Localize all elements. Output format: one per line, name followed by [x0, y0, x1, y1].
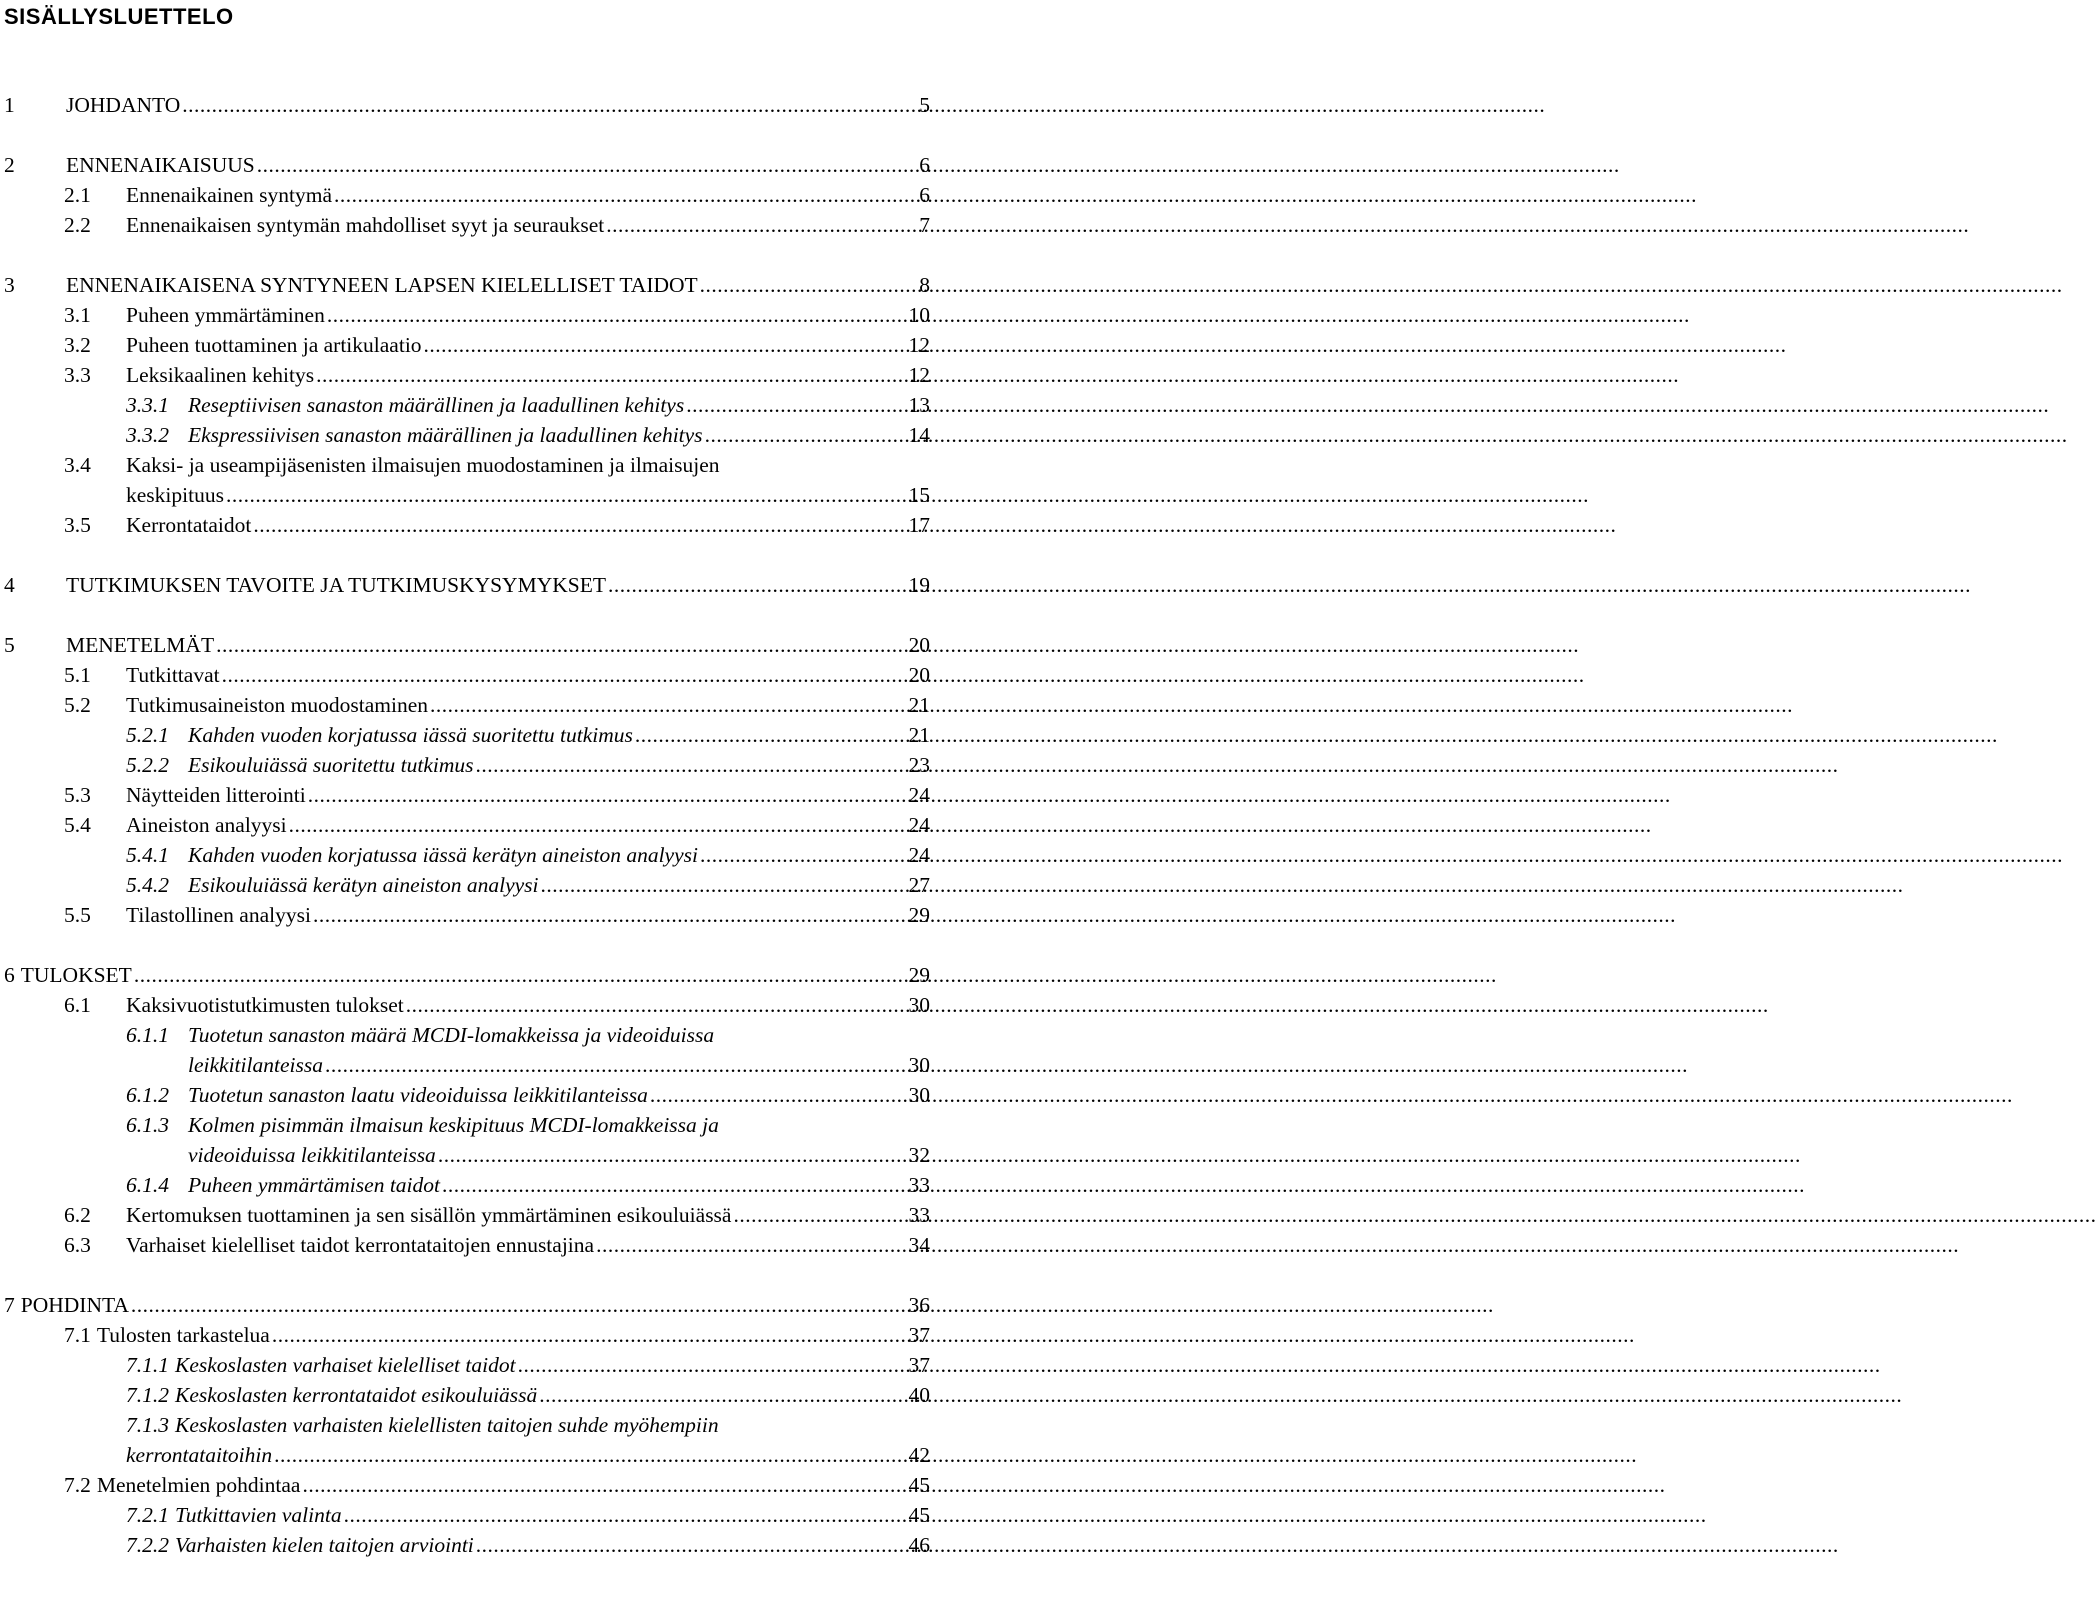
toc-page-number: 29: [908, 963, 930, 987]
toc-entry-title-continued: kerrontataitoihin: [126, 1443, 273, 1467]
toc-leader-dots: [700, 840, 907, 870]
toc-entry[interactable]: [126, 1350, 930, 1380]
toc-entry-number: 7.2: [64, 1473, 91, 1497]
toc-entry-number: 2: [4, 153, 15, 177]
page-title: SISÄLLYSLUETTELO: [4, 4, 234, 29]
toc-page-number: 24: [908, 813, 930, 837]
toc-leader-dots: [274, 1440, 906, 1470]
toc-entry-number: 7.1.2: [126, 1383, 169, 1407]
toc-leader-dots: [216, 630, 906, 660]
toc-entry-number: 3.1: [64, 303, 91, 327]
toc-leader-dots: [608, 570, 907, 600]
toc-page-number: 15: [908, 483, 930, 507]
toc-entry[interactable]: [126, 840, 930, 870]
toc-leader-dots: [308, 780, 907, 810]
toc-leader-dots: [650, 1080, 907, 1110]
toc-leader-dots: [134, 960, 907, 990]
toc-entry[interactable]: [4, 270, 930, 300]
toc-page-number: 40: [908, 1383, 930, 1407]
toc-entry[interactable]: [64, 180, 930, 210]
toc-entry-title: Leksikaalinen kehitys: [126, 363, 315, 387]
toc-leader-dots: [289, 810, 907, 840]
toc-entry-number: 6.1.2: [126, 1083, 169, 1107]
toc-entry-number: 6.1.4: [126, 1173, 169, 1197]
toc-page-number: 6: [919, 153, 930, 177]
toc-page-number: 34: [908, 1233, 930, 1257]
toc-leader-dots: [226, 480, 907, 510]
toc-entry-title: Kahden vuoden korjatussa iässä kerätyn aineiston analyysi: [188, 843, 698, 867]
toc-entry[interactable]: [64, 780, 930, 810]
toc-entry[interactable]: [64, 690, 930, 720]
toc-entry-title: JOHDANTO: [66, 93, 181, 117]
toc-leader-dots: [539, 1380, 906, 1410]
toc-entry[interactable]: [126, 870, 930, 900]
toc-entry-number: 2.1: [64, 183, 91, 207]
toc-entry-title: Esikouluiässä kerätyn aineiston analyysi: [188, 873, 539, 897]
toc-entry[interactable]: [64, 330, 930, 360]
toc-entry-number: 6.1: [64, 993, 91, 1017]
toc-leader-dots: [430, 690, 906, 720]
toc-entry-number: 5.2.1: [126, 723, 169, 747]
toc-entry[interactable]: [4, 150, 930, 180]
toc-entry-title-continued: videoiduissa leikkitilanteissa: [188, 1143, 436, 1167]
toc-leader-dots: [424, 330, 907, 360]
toc-entry[interactable]: [64, 360, 930, 390]
toc-leader-dots: [406, 990, 907, 1020]
toc-page-number: 17: [908, 513, 930, 537]
toc-entry[interactable]: [126, 720, 930, 750]
toc-page-number: 13: [908, 393, 930, 417]
toc-leader-dots: [733, 1200, 906, 1230]
toc-entry[interactable]: [64, 1230, 930, 1260]
toc-entry-number: 5.5: [64, 903, 91, 927]
toc-leader-dots: [476, 1530, 907, 1560]
toc-entry[interactable]: [126, 1170, 930, 1200]
toc-entry-number: 5.4.2: [126, 873, 169, 897]
toc-page-number: 10: [908, 303, 930, 327]
toc-entry[interactable]: [4, 1290, 930, 1320]
toc-entry[interactable]: [126, 1080, 930, 1110]
toc-entry-number: 7.1: [64, 1323, 91, 1347]
toc-page-number: 33: [908, 1173, 930, 1197]
toc-entry-continuation[interactable]: [126, 1440, 930, 1470]
toc-entry-number: 5.3: [64, 783, 91, 807]
toc-entry[interactable]: [126, 1020, 930, 1050]
toc-entry-title: Kahden vuoden korjatussa iässä suoritettu tutkimus: [188, 723, 633, 747]
toc-entry-title: Keskoslasten varhaisten kielellisten taitojen suhde myöhempiin: [175, 1413, 719, 1437]
toc-entry-number: 5.1: [64, 663, 91, 687]
toc-page-number: 14: [908, 423, 930, 447]
toc-entry-continuation[interactable]: [126, 480, 930, 510]
toc-entry-title: Tulosten tarkastelua: [96, 1323, 270, 1347]
toc-leader-dots: [344, 1500, 907, 1530]
toc-leader-dots: [596, 1230, 906, 1260]
toc-page-number: 36: [908, 1293, 930, 1317]
toc-leader-dots: [327, 300, 907, 330]
toc-entry-number: 7.2.2: [126, 1533, 169, 1557]
toc-entry-number: 5.2: [64, 693, 91, 717]
toc-entry-title: Kaksivuotistutkimusten tulokset: [126, 993, 404, 1017]
toc-entry-title: Ekspressiivisen sanaston määrällinen ja laadullinen kehitys: [188, 423, 703, 447]
toc-entry[interactable]: [4, 570, 930, 600]
toc-page-number: 30: [908, 1053, 930, 1077]
toc-page-number: 30: [908, 993, 930, 1017]
toc-entry[interactable]: [4, 90, 930, 120]
toc-page-number: 30: [908, 1083, 930, 1107]
toc-page-number: 12: [908, 363, 930, 387]
toc-entry[interactable]: [64, 450, 930, 480]
toc-page-number: 33: [908, 1203, 930, 1227]
toc-entry-title-continued: keskipituus: [126, 483, 224, 507]
toc-entry[interactable]: [4, 630, 930, 660]
toc-entry-number: 6: [4, 963, 15, 987]
toc-page-number: 42: [908, 1443, 930, 1467]
toc-entry-number: 3.3: [64, 363, 91, 387]
toc-entry-number: 6.2: [64, 1203, 91, 1227]
toc-entry[interactable]: [126, 390, 930, 420]
toc-entry-number: 5: [4, 633, 15, 657]
toc-leader-dots: [438, 1140, 907, 1170]
toc-entry[interactable]: [126, 1500, 930, 1530]
toc-entry-title: Kerrontataidot: [126, 513, 252, 537]
toc-entry[interactable]: [64, 1470, 930, 1500]
toc-leader-dots: [606, 210, 917, 240]
toc-entry-title: Puheen ymmärtämisen taidot: [188, 1173, 440, 1197]
toc-entry-title: ENNENAIKAISENA SYNTYNEEN LAPSEN KIELELLISET TAIDOT: [66, 273, 698, 297]
toc-entry-title: POHDINTA: [20, 1293, 129, 1317]
toc-entry-title: Ennenaikainen syntymä: [126, 183, 332, 207]
toc-entry-number: 3.3.1: [126, 393, 169, 417]
toc-entry-title: Ennenaikaisen syntymän mahdolliset syyt ja seuraukset: [126, 213, 605, 237]
toc-page-number: 37: [908, 1323, 930, 1347]
toc-entry[interactable]: [64, 1200, 930, 1230]
toc-entry-title: Kaksi- ja useampijäsenisten ilmaisujen muodostaminen ja ilmaisujen: [126, 453, 720, 477]
toc-page-number: 46: [908, 1533, 930, 1557]
toc-entry-title: Kertomuksen tuottaminen ja sen sisällön ymmärtäminen esikouluiässä: [126, 1203, 732, 1227]
toc-entry-number: 5.4.1: [126, 843, 169, 867]
toc-page-number: 21: [908, 723, 930, 747]
toc-entry-number: 7.1.3: [126, 1413, 169, 1437]
toc-entry-number: 5.4: [64, 813, 91, 837]
toc-entry-number: 2.2: [64, 213, 91, 237]
toc-leader-dots: [253, 510, 906, 540]
toc-page-number: 23: [908, 753, 930, 777]
toc-leader-dots: [705, 420, 907, 450]
toc-leader-dots: [257, 150, 918, 180]
toc-page-number: 20: [908, 633, 930, 657]
toc-entry[interactable]: [64, 990, 930, 1020]
toc-entry-number: 6.1.1: [126, 1023, 169, 1047]
toc-entry[interactable]: [64, 660, 930, 690]
toc-entry-number: 3: [4, 273, 15, 297]
toc-entry[interactable]: [64, 1320, 930, 1350]
toc-entry[interactable]: [64, 810, 930, 840]
toc-entry[interactable]: [126, 1410, 930, 1440]
toc-page-number: 24: [908, 843, 930, 867]
toc-entry-title: TUTKIMUKSEN TAVOITE JA TUTKIMUSKYSYMYKSET: [66, 573, 606, 597]
toc-entry-title: Esikouluiässä suoritettu tutkimus: [188, 753, 474, 777]
toc-entry-number: 5.2.2: [126, 753, 169, 777]
toc-entry-title: Näytteiden litterointi: [126, 783, 306, 807]
toc-entry-title: Aineiston analyysi: [126, 813, 287, 837]
toc-entry-title: Tuotetun sanaston määrä MCDI-lomakkeissa ja videoiduissa: [188, 1023, 715, 1047]
toc-entry-title: Kolmen pisimmän ilmaisun keskipituus MCDI-lomakkeissa ja: [188, 1113, 719, 1137]
toc-entry[interactable]: [4, 960, 930, 990]
toc-page-number: 20: [908, 663, 930, 687]
toc-leader-dots: [475, 750, 906, 780]
toc-leader-dots: [686, 390, 906, 420]
toc-page-number: 21: [908, 693, 930, 717]
table-of-contents: [0, 0, 960, 1617]
toc-page-number: 8: [919, 273, 930, 297]
toc-entry-title-continued: leikkitilanteissa: [188, 1053, 323, 1077]
toc-entry-title: Tutkimusaineiston muodostaminen: [126, 693, 429, 717]
toc-entry-number: 7.2.1: [126, 1503, 169, 1527]
toc-entry-continuation[interactable]: [188, 1050, 930, 1080]
toc-page-number: 6: [919, 183, 930, 207]
toc-entry-number: 7.1.1: [126, 1353, 169, 1377]
toc-page-number: 5: [919, 93, 930, 117]
toc-page-number: 32: [908, 1143, 930, 1167]
toc-entry-number: 7: [4, 1293, 15, 1317]
toc-page-number: 45: [908, 1503, 930, 1527]
toc-entry-title: Varhaiset kielelliset taidot kerrontataitojen ennustajina: [126, 1233, 595, 1257]
toc-entry-title: MENETELMÄT: [66, 633, 215, 657]
toc-leader-dots: [541, 870, 907, 900]
toc-entry-title: Reseptiivisen sanaston määrällinen ja laadullinen kehitys: [188, 393, 685, 417]
toc-entry[interactable]: [126, 420, 930, 450]
toc-entry[interactable]: [64, 210, 930, 240]
toc-entry-title: Tutkittavat: [126, 663, 220, 687]
toc-page-number: 29: [908, 903, 930, 927]
toc-page-number: 7: [919, 213, 930, 237]
toc-entry-title: Puheen tuottaminen ja artikulaatio: [126, 333, 422, 357]
toc-entry-title: Keskoslasten kerrontataidot esikouluiässä: [175, 1383, 538, 1407]
toc-leader-dots: [131, 1290, 907, 1320]
toc-entry-number: 3.3.2: [126, 423, 169, 447]
toc-leader-dots: [325, 1050, 907, 1080]
toc-entry-number: 4: [4, 573, 15, 597]
toc-entry-title: TULOKSET: [20, 963, 132, 987]
toc-leader-dots: [635, 720, 907, 750]
toc-page-number: 27: [908, 873, 930, 897]
toc-entry-title: Varhaisten kielen taitojen arviointi: [175, 1533, 474, 1557]
toc-leader-dots: [442, 1170, 907, 1200]
toc-entry-title: Tilastollinen analyysi: [126, 903, 311, 927]
toc-leader-dots: [272, 1320, 907, 1350]
toc-entry-title: Puheen ymmärtäminen: [126, 303, 325, 327]
toc-entry[interactable]: [64, 510, 930, 540]
toc-page-number: 12: [908, 333, 930, 357]
toc-entry-title: Tutkittavien valinta: [175, 1503, 342, 1527]
toc-entry-number: 3.2: [64, 333, 91, 357]
toc-leader-dots: [316, 360, 906, 390]
toc-entry-number: 3.4: [64, 453, 91, 477]
toc-page-number: 19: [908, 573, 930, 597]
toc-leader-dots: [518, 1350, 907, 1380]
toc-entry[interactable]: [126, 1530, 930, 1560]
toc-entry-title: Keskoslasten varhaiset kielelliset taidot: [175, 1353, 516, 1377]
toc-entry-number: 1: [4, 93, 15, 117]
toc-entry-title: ENNENAIKAISUUS: [66, 153, 255, 177]
toc-entry[interactable]: [126, 1110, 930, 1140]
toc-entry-number: 3.5: [64, 513, 91, 537]
toc-leader-dots: [700, 270, 918, 300]
toc-page-number: 37: [908, 1353, 930, 1377]
toc-leader-dots: [182, 90, 917, 120]
toc-entry-continuation[interactable]: [188, 1140, 930, 1170]
toc-leader-dots: [222, 660, 907, 690]
toc-entry[interactable]: [126, 750, 930, 780]
toc-leader-dots: [313, 900, 907, 930]
toc-entry[interactable]: [64, 900, 930, 930]
toc-page-number: 45: [908, 1473, 930, 1497]
toc-entry-number: 6.3: [64, 1233, 91, 1257]
toc-entry[interactable]: [64, 300, 930, 330]
toc-entry-title: Menetelmien pohdintaa: [96, 1473, 301, 1497]
toc-entry[interactable]: [126, 1380, 930, 1410]
toc-leader-dots: [302, 1470, 906, 1500]
toc-leader-dots: [334, 180, 917, 210]
toc-entry-number: 6.1.3: [126, 1113, 169, 1137]
toc-entry-title: Tuotetun sanaston laatu videoiduissa leikkitilanteissa: [188, 1083, 648, 1107]
toc-page-number: 24: [908, 783, 930, 807]
